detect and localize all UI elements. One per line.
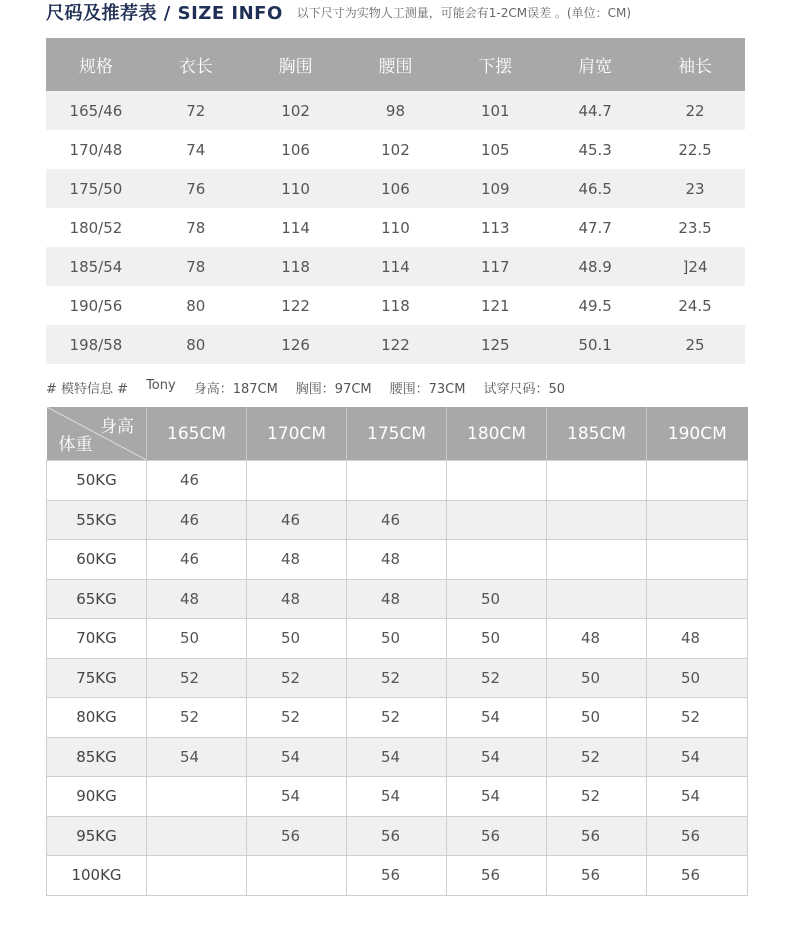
recommended-size-cell: 54 <box>347 777 447 817</box>
table-row <box>46 247 745 286</box>
recommended-size-cell: 50 <box>447 579 547 619</box>
recommended-size-cell: 54 <box>247 737 347 777</box>
size-value-cell: ]24 <box>645 247 745 286</box>
recommended-size-cell: 56 <box>247 816 347 856</box>
recommend-table-header-row <box>47 407 748 461</box>
size-value-cell: 72 <box>146 91 246 130</box>
model-name: Tony <box>146 378 176 393</box>
table-row <box>46 91 745 130</box>
header <box>46 0 631 24</box>
recommended-size-cell <box>647 500 748 540</box>
table-row <box>47 737 748 777</box>
recommended-size-cell: 52 <box>347 658 447 698</box>
size-spec-cell: 180/52 <box>46 208 146 247</box>
size-column-header: 肩宽 <box>545 38 645 91</box>
page-title: 尺码及推荐表 / SIZE INFO <box>46 3 283 24</box>
corner-weight-label: 体重 <box>58 435 93 455</box>
model-try-size: 试穿尺码：50 <box>483 382 566 397</box>
recommended-size-cell: 52 <box>247 698 347 738</box>
weight-cell: 55KG <box>47 500 147 540</box>
weight-cell: 75KG <box>47 658 147 698</box>
height-column-header: 180CM <box>447 407 547 461</box>
recommended-size-cell: 54 <box>347 737 447 777</box>
size-value-cell: 45.3 <box>545 130 645 169</box>
table-row <box>47 816 748 856</box>
recommended-size-cell: 56 <box>447 856 547 896</box>
size-value-cell: 46.5 <box>545 169 645 208</box>
recommended-size-cell: 54 <box>647 777 748 817</box>
size-value-cell: 22.5 <box>645 130 745 169</box>
recommended-size-cell: 46 <box>147 500 247 540</box>
size-spec-cell: 165/46 <box>46 91 146 130</box>
recommended-size-cell: 54 <box>447 698 547 738</box>
size-value-cell: 122 <box>346 325 446 364</box>
table-row <box>47 619 748 659</box>
size-value-cell: 122 <box>246 286 346 325</box>
table-row <box>47 777 748 817</box>
size-value-cell: 80 <box>146 286 246 325</box>
recommended-size-cell: 52 <box>547 737 647 777</box>
size-value-cell: 76 <box>146 169 246 208</box>
recommended-size-cell <box>647 540 748 580</box>
recommended-size-cell: 46 <box>147 461 247 501</box>
size-value-cell: 78 <box>146 247 246 286</box>
size-value-cell: 98 <box>346 91 446 130</box>
recommended-size-cell: 54 <box>647 737 748 777</box>
corner-header-cell <box>47 407 147 461</box>
size-spec-cell: 175/50 <box>46 169 146 208</box>
size-column-header: 下摆 <box>445 38 545 91</box>
size-value-cell: 126 <box>246 325 346 364</box>
model-waist: 腰围：73CM <box>389 382 466 397</box>
recommended-size-cell: 52 <box>147 658 247 698</box>
recommended-size-cell: 48 <box>247 540 347 580</box>
size-value-cell: 121 <box>445 286 545 325</box>
recommend-table <box>46 407 748 896</box>
recommended-size-cell: 52 <box>547 777 647 817</box>
size-value-cell: 101 <box>445 91 545 130</box>
recommended-size-cell: 48 <box>147 579 247 619</box>
recommended-size-cell: 50 <box>547 698 647 738</box>
size-value-cell: 47.7 <box>545 208 645 247</box>
recommended-size-cell: 52 <box>247 658 347 698</box>
size-value-cell: 25 <box>645 325 745 364</box>
size-value-cell: 50.1 <box>545 325 645 364</box>
recommended-size-cell: 56 <box>647 816 748 856</box>
size-value-cell: 78 <box>146 208 246 247</box>
recommended-size-cell <box>547 461 647 501</box>
recommended-size-cell: 48 <box>647 619 748 659</box>
model-chest: 胸围：97CM <box>295 382 372 397</box>
recommended-size-cell: 52 <box>447 658 547 698</box>
recommended-size-cell: 56 <box>347 816 447 856</box>
height-column-header: 190CM <box>647 407 748 461</box>
weight-cell: 95KG <box>47 816 147 856</box>
recommended-size-cell <box>147 777 247 817</box>
table-row <box>47 856 748 896</box>
model-info <box>46 378 565 397</box>
table-row <box>46 208 745 247</box>
size-value-cell: 118 <box>246 247 346 286</box>
size-value-cell: 44.7 <box>545 91 645 130</box>
size-spec-cell: 170/48 <box>46 130 146 169</box>
recommended-size-cell: 56 <box>647 856 748 896</box>
recommended-size-cell: 50 <box>247 619 347 659</box>
weight-cell: 100KG <box>47 856 147 896</box>
weight-cell: 50KG <box>47 461 147 501</box>
size-spec-cell: 190/56 <box>46 286 146 325</box>
size-table-header-row <box>46 38 745 91</box>
recommended-size-cell: 56 <box>447 816 547 856</box>
table-row <box>46 325 745 364</box>
size-value-cell: 109 <box>445 169 545 208</box>
size-spec-cell: 198/58 <box>46 325 146 364</box>
table-row <box>47 579 748 619</box>
size-value-cell: 102 <box>246 91 346 130</box>
model-info-label: # 模特信息 # <box>46 382 129 397</box>
recommended-size-cell <box>147 816 247 856</box>
recommended-size-cell <box>547 500 647 540</box>
measurement-note: 以下尺寸为实物人工测量，可能会有1-2CM误差 。(单位：CM) <box>296 5 631 20</box>
recommended-size-cell <box>547 540 647 580</box>
recommended-size-cell <box>647 579 748 619</box>
size-value-cell: 125 <box>445 325 545 364</box>
size-column-header: 规格 <box>46 38 146 91</box>
size-value-cell: 48.9 <box>545 247 645 286</box>
recommended-size-cell: 50 <box>347 619 447 659</box>
recommended-size-cell <box>547 579 647 619</box>
size-column-header: 腰围 <box>346 38 446 91</box>
height-column-header: 175CM <box>347 407 447 461</box>
weight-cell: 90KG <box>47 777 147 817</box>
recommended-size-cell: 54 <box>447 777 547 817</box>
size-table-body <box>46 91 745 364</box>
height-column-header: 170CM <box>247 407 347 461</box>
table-row <box>46 286 745 325</box>
recommended-size-cell: 52 <box>347 698 447 738</box>
table-row <box>47 461 748 501</box>
weight-cell: 85KG <box>47 737 147 777</box>
size-value-cell: 105 <box>445 130 545 169</box>
size-value-cell: 102 <box>346 130 446 169</box>
recommended-size-cell: 54 <box>147 737 247 777</box>
recommended-size-cell: 48 <box>247 579 347 619</box>
table-row <box>47 540 748 580</box>
recommended-size-cell: 56 <box>347 856 447 896</box>
weight-cell: 60KG <box>47 540 147 580</box>
table-row <box>47 658 748 698</box>
size-value-cell: 74 <box>146 130 246 169</box>
size-column-header: 袖长 <box>645 38 745 91</box>
size-value-cell: 114 <box>246 208 346 247</box>
size-value-cell: 110 <box>246 169 346 208</box>
recommended-size-cell: 48 <box>547 619 647 659</box>
recommended-size-cell <box>247 856 347 896</box>
recommended-size-cell: 46 <box>347 500 447 540</box>
table-row <box>47 698 748 738</box>
corner-height-label: 身高 <box>100 417 134 437</box>
table-row <box>46 130 745 169</box>
size-value-cell: 23.5 <box>645 208 745 247</box>
weight-cell: 65KG <box>47 579 147 619</box>
size-column-header: 衣长 <box>146 38 246 91</box>
recommended-size-cell: 50 <box>547 658 647 698</box>
weight-cell: 80KG <box>47 698 147 738</box>
recommended-size-cell <box>647 461 748 501</box>
recommended-size-cell: 52 <box>647 698 748 738</box>
size-column-header: 胸围 <box>246 38 346 91</box>
recommend-table-body <box>47 461 748 896</box>
size-value-cell: 24.5 <box>645 286 745 325</box>
recommended-size-cell: 56 <box>547 856 647 896</box>
table-row <box>47 500 748 540</box>
size-value-cell: 117 <box>445 247 545 286</box>
size-value-cell: 118 <box>346 286 446 325</box>
recommended-size-cell: 50 <box>447 619 547 659</box>
size-value-cell: 106 <box>346 169 446 208</box>
recommended-size-cell <box>147 856 247 896</box>
recommended-size-cell: 48 <box>347 540 447 580</box>
recommended-size-cell <box>447 540 547 580</box>
size-spec-cell: 185/54 <box>46 247 146 286</box>
table-row <box>46 169 745 208</box>
size-value-cell: 23 <box>645 169 745 208</box>
recommended-size-cell: 54 <box>247 777 347 817</box>
recommended-size-cell: 56 <box>547 816 647 856</box>
weight-cell: 70KG <box>47 619 147 659</box>
recommended-size-cell <box>447 500 547 540</box>
size-value-cell: 80 <box>146 325 246 364</box>
size-value-cell: 22 <box>645 91 745 130</box>
height-column-header: 165CM <box>147 407 247 461</box>
recommended-size-cell: 50 <box>147 619 247 659</box>
height-column-header: 185CM <box>547 407 647 461</box>
size-value-cell: 106 <box>246 130 346 169</box>
recommended-size-cell: 48 <box>347 579 447 619</box>
size-value-cell: 114 <box>346 247 446 286</box>
size-value-cell: 110 <box>346 208 446 247</box>
recommended-size-cell <box>447 461 547 501</box>
recommended-size-cell: 54 <box>447 737 547 777</box>
size-table <box>46 38 745 364</box>
recommended-size-cell: 46 <box>147 540 247 580</box>
size-value-cell: 113 <box>445 208 545 247</box>
recommended-size-cell: 46 <box>247 500 347 540</box>
recommended-size-cell <box>247 461 347 501</box>
recommended-size-cell: 52 <box>147 698 247 738</box>
model-height: 身高：187CM <box>193 382 278 397</box>
size-value-cell: 49.5 <box>545 286 645 325</box>
recommended-size-cell: 50 <box>647 658 748 698</box>
recommended-size-cell <box>347 461 447 501</box>
